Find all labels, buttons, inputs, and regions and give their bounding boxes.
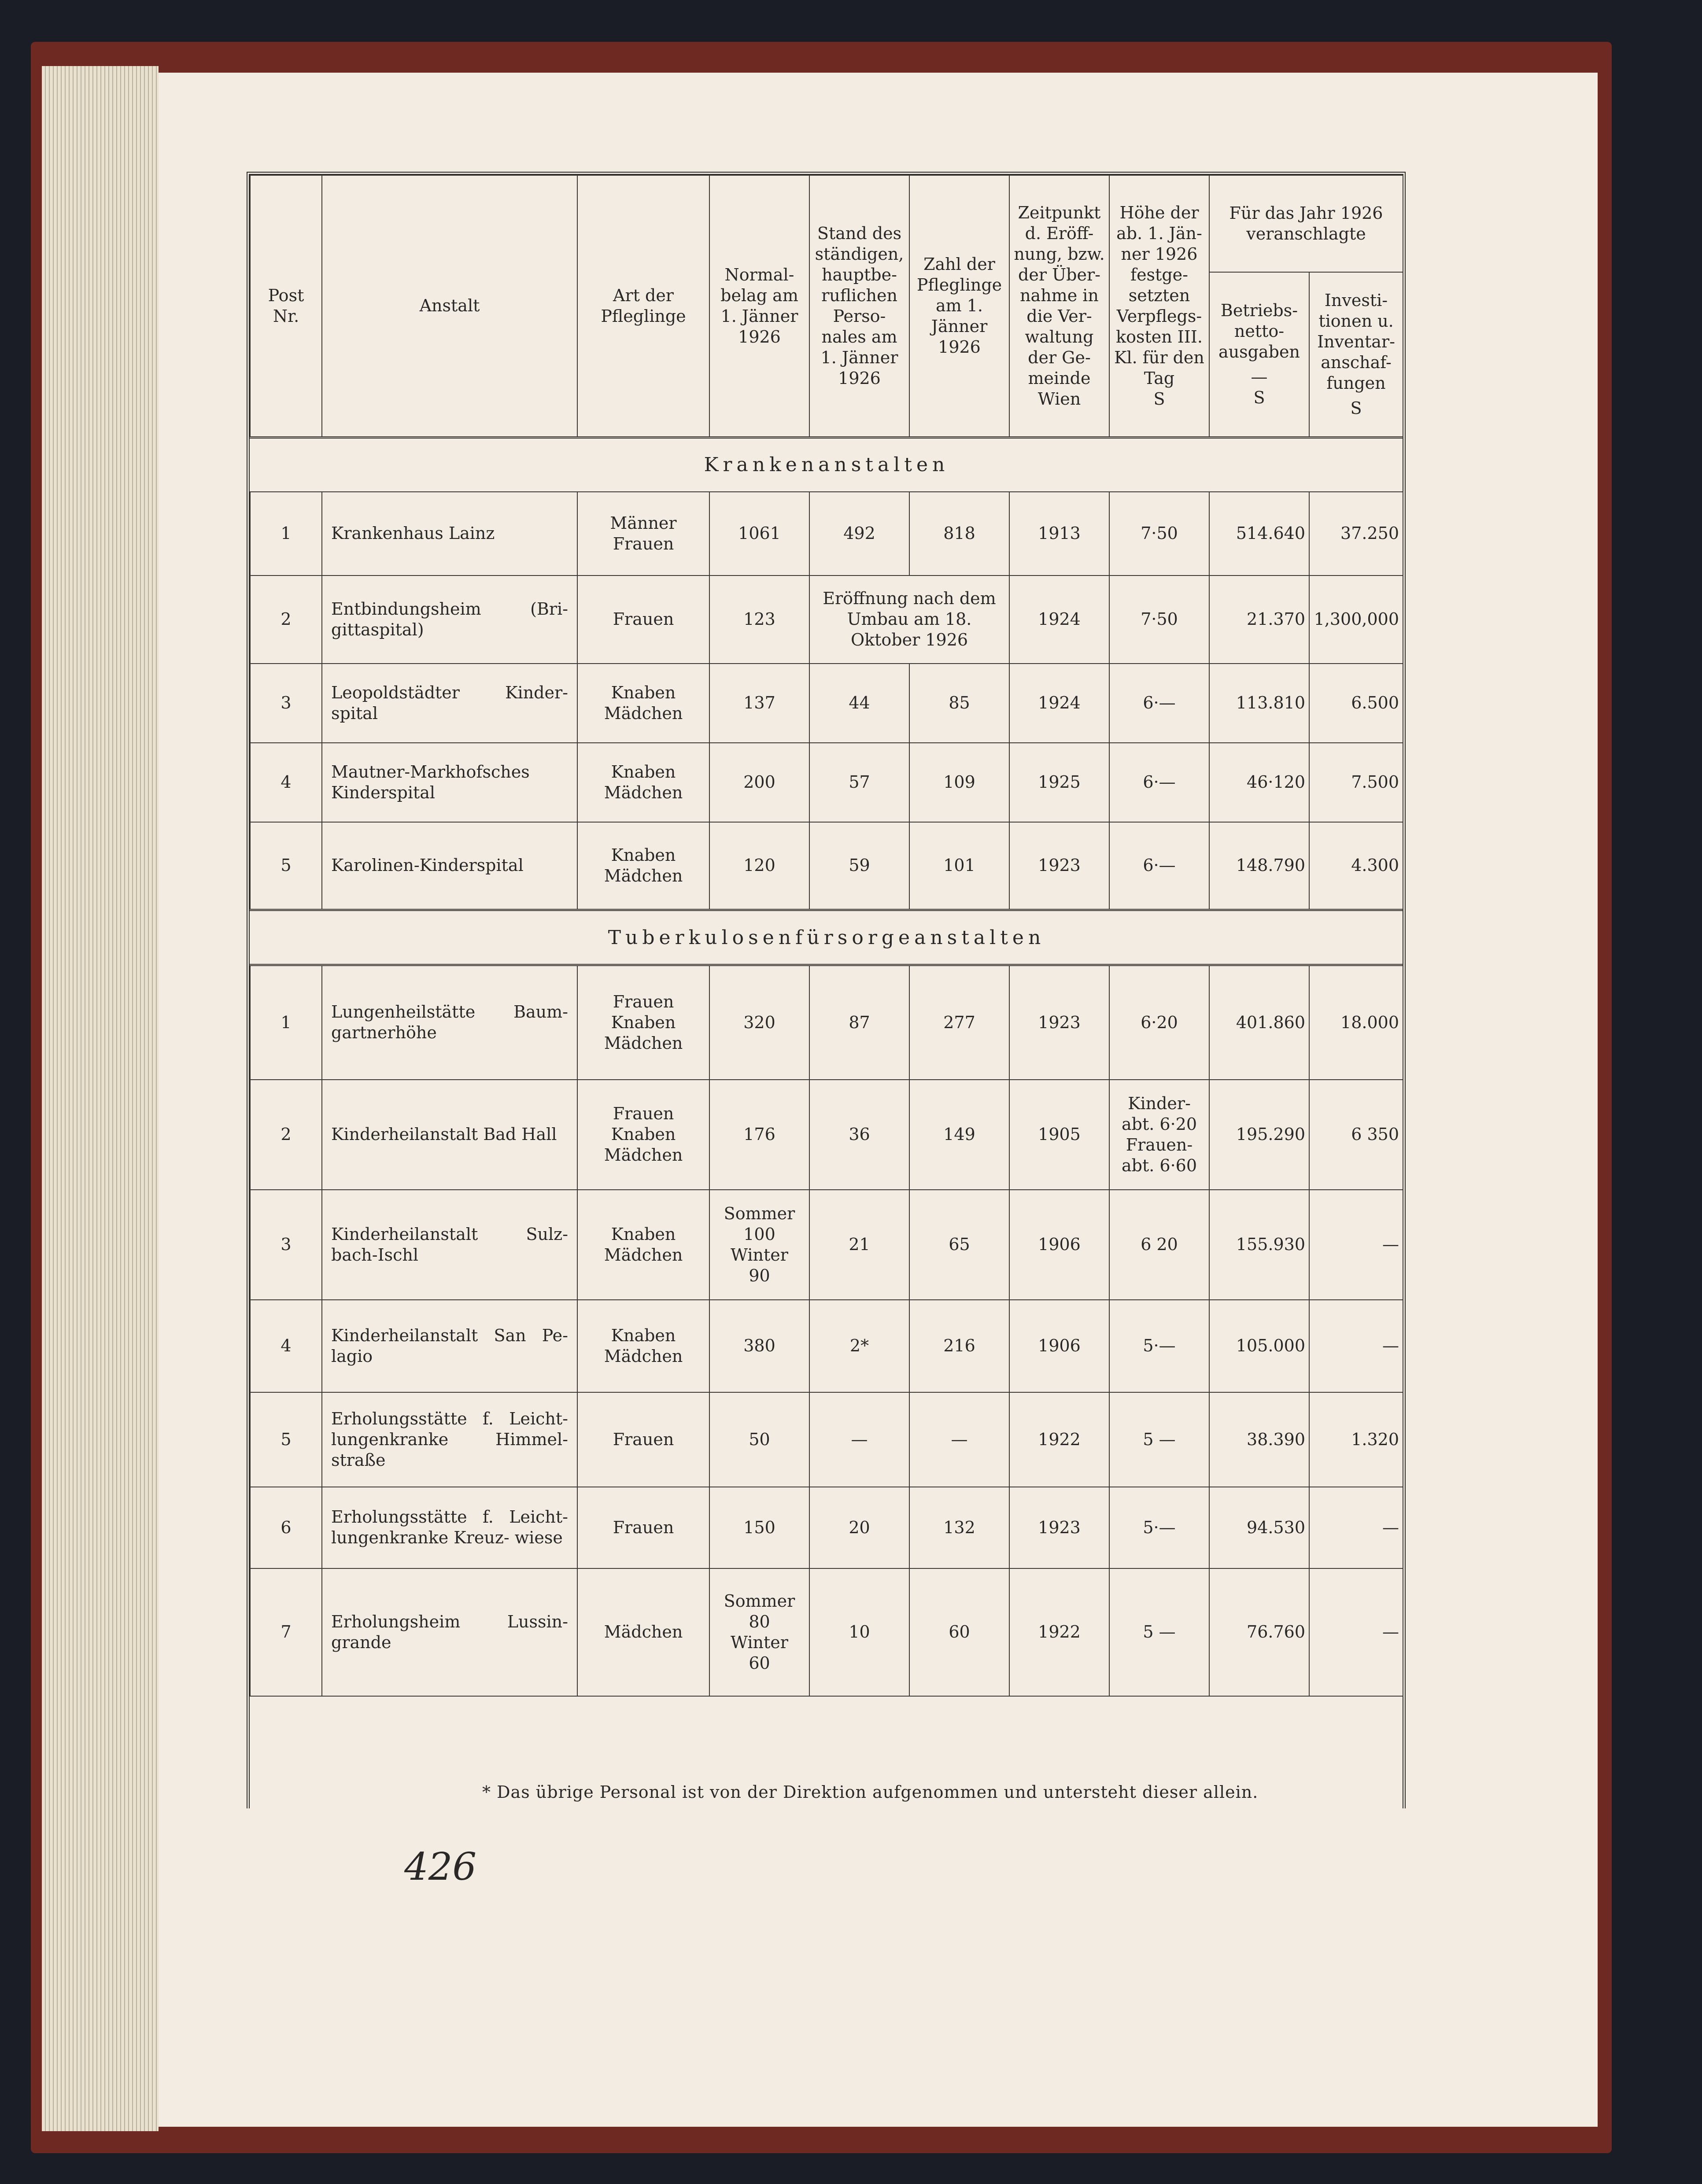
cell-invest: 6.500 — [1309, 664, 1403, 743]
cell-invest: 7.500 — [1309, 743, 1403, 822]
cell-art — [577, 743, 709, 822]
cell-normalbelag-line: 176 — [743, 1125, 775, 1144]
header-group: Für das Jahr 1926 veranschlagte — [1209, 175, 1403, 272]
cell-invest: — — [1309, 1568, 1403, 1696]
header-betrieb-unit: S — [1253, 388, 1265, 408]
header-normalbelag: Normal- belag am 1. Jänner 1926 — [709, 175, 809, 437]
cell-zeitpunkt: 1922 — [1009, 1392, 1109, 1487]
cell-zeitpunkt: 1924 — [1009, 576, 1109, 664]
cell-betrieb: 155.930 — [1209, 1190, 1309, 1300]
cell-zahl: 277 — [909, 965, 1009, 1080]
cell-personal: 2* — [809, 1300, 909, 1392]
header-invest-unit: S — [1350, 398, 1362, 418]
table-row — [250, 965, 1403, 1080]
cell-anstalt: Lungenheilstätte Baum- gartnerhöhe — [322, 965, 577, 1080]
cell-kosten — [1109, 965, 1209, 1080]
cell-post: 1 — [250, 492, 322, 576]
cell-art — [577, 1300, 709, 1392]
cell-zeitpunkt: 1923 — [1009, 822, 1109, 910]
cell-kosten-line: abt. 6·60 — [1121, 1155, 1197, 1175]
cell-invest: — — [1309, 1487, 1403, 1568]
cell-normalbelag-line: 60 — [749, 1653, 770, 1673]
table-row — [250, 1080, 1403, 1190]
cell-art — [577, 1080, 709, 1190]
cell-normalbelag — [709, 1487, 809, 1568]
cell-betrieb: 94.530 — [1209, 1487, 1309, 1568]
table-row — [250, 576, 1403, 664]
cell-personal: 10 — [809, 1568, 909, 1696]
cell-anstalt: Leopoldstädter Kinder- spital — [322, 664, 577, 743]
cell-personal: 20 — [809, 1487, 909, 1568]
cell-normalbelag-line: Winter — [731, 1632, 788, 1652]
cell-anstalt: Mautner-Markhofsches Kinderspital — [322, 743, 577, 822]
cell-zeitpunkt: 1922 — [1009, 1568, 1109, 1696]
cell-art-line: Knaben — [611, 845, 676, 865]
cell-zeitpunkt: 1906 — [1009, 1300, 1109, 1392]
cell-post: 6 — [250, 1487, 322, 1568]
cell-anstalt: Erholungsstätte f. Leicht- lungenkranke Kreuz- wiese — [322, 1487, 577, 1568]
table-header — [250, 175, 1403, 437]
cell-kosten — [1109, 1392, 1209, 1487]
cell-art-line: Knaben — [611, 1012, 676, 1032]
cell-art — [577, 1392, 709, 1487]
cell-eroeffnung-note: Eröffnung nach dem Umbau am 18. Oktober 1926 — [809, 576, 1009, 664]
cell-zeitpunkt: 1923 — [1009, 965, 1109, 1080]
cell-post: 5 — [250, 1392, 322, 1487]
cell-kosten-line: 5·— — [1143, 1336, 1176, 1355]
cell-art-line: Mädchen — [604, 782, 683, 802]
table-row — [250, 1392, 1403, 1487]
cell-kosten-line: 7·50 — [1141, 609, 1178, 629]
cell-normalbelag — [709, 1568, 809, 1696]
cell-kosten-line: Kinder- — [1128, 1093, 1191, 1113]
cell-anstalt: Kinderheilanstalt San Pe- lagio — [322, 1300, 577, 1392]
cell-art — [577, 576, 709, 664]
table-row — [250, 1190, 1403, 1300]
statistics-table — [250, 175, 1403, 1727]
cell-zahl: 132 — [909, 1487, 1009, 1568]
cell-art-line: Frauen — [613, 609, 674, 629]
cell-normalbelag — [709, 1300, 809, 1392]
table-row — [250, 664, 1403, 743]
cell-kosten-line: 6·— — [1143, 772, 1176, 792]
header-post: Post Nr. — [250, 175, 322, 437]
cell-post: 3 — [250, 1190, 322, 1300]
cell-normalbelag — [709, 1080, 809, 1190]
cell-kosten-line: 6·— — [1143, 693, 1176, 712]
cell-zahl: 60 — [909, 1568, 1009, 1696]
cell-normalbelag-line: 380 — [743, 1336, 775, 1355]
cell-anstalt: Entbindungsheim (Bri- gittaspital) — [322, 576, 577, 664]
cell-art-line: Knaben — [611, 1125, 676, 1144]
cell-zeitpunkt: 1923 — [1009, 1487, 1109, 1568]
cell-kosten-line: 6·20 — [1141, 1012, 1178, 1032]
cell-anstalt: Karolinen-Kinderspital — [322, 822, 577, 910]
cell-art — [577, 965, 709, 1080]
cell-art-line: Mädchen — [604, 1145, 683, 1165]
cell-normalbelag-line: Winter — [731, 1245, 788, 1265]
cell-kosten — [1109, 664, 1209, 743]
cell-normalbelag-line: Sommer — [724, 1591, 795, 1611]
cell-art — [577, 492, 709, 576]
cell-kosten — [1109, 1300, 1209, 1392]
cell-zeitpunkt: 1925 — [1009, 743, 1109, 822]
cell-invest: — — [1309, 1300, 1403, 1392]
cell-post: 4 — [250, 1300, 322, 1392]
cell-zeitpunkt: 1906 — [1009, 1190, 1109, 1300]
cell-betrieb: 46·120 — [1209, 743, 1309, 822]
table-row — [250, 1487, 1403, 1568]
cell-zahl: 216 — [909, 1300, 1009, 1392]
cell-art — [577, 664, 709, 743]
cell-art-line: Mädchen — [604, 1622, 683, 1642]
cell-betrieb: 105.000 — [1209, 1300, 1309, 1392]
cell-kosten — [1109, 1080, 1209, 1190]
cell-betrieb: 148.790 — [1209, 822, 1309, 910]
cell-post: 2 — [250, 576, 322, 664]
cell-art-line: Frauen — [613, 1104, 674, 1123]
cell-zeitpunkt: 1924 — [1009, 664, 1109, 743]
cell-art-line: Frauen — [613, 992, 674, 1011]
page-leaves — [42, 66, 159, 2131]
cell-normalbelag-line: Sommer — [724, 1203, 795, 1223]
cell-normalbelag: 123 — [709, 576, 809, 664]
cell-normalbelag-line: 320 — [743, 1012, 775, 1032]
header-personal: Stand des ständigen, hauptbe- ruflichen Perso- nales am 1. Jänner 1926 — [809, 175, 909, 437]
cell-betrieb: 113.810 — [1209, 664, 1309, 743]
cell-personal: — — [809, 1392, 909, 1487]
cell-kosten — [1109, 492, 1209, 576]
cell-zeitpunkt: 1905 — [1009, 1080, 1109, 1190]
cell-betrieb: 195.290 — [1209, 1080, 1309, 1190]
cell-normalbelag: 200 — [709, 743, 809, 822]
cell-invest: 4.300 — [1309, 822, 1403, 910]
cell-art-line: Mädchen — [604, 703, 683, 723]
cell-kosten-line: 7·50 — [1141, 524, 1178, 543]
cell-betrieb: 38.390 — [1209, 1392, 1309, 1487]
cell-art-line: Mädchen — [604, 1033, 683, 1053]
cell-personal: 59 — [809, 822, 909, 910]
cell-art — [577, 1487, 709, 1568]
cell-kosten — [1109, 743, 1209, 822]
header-invest: Investi- tionen u. Inventar- anschaf- fungen S — [1309, 272, 1403, 437]
table-row — [250, 822, 1403, 910]
cell-anstalt: Kinderheilanstalt Bad Hall — [322, 1080, 577, 1190]
cell-normalbelag — [709, 965, 809, 1080]
cell-normalbelag-line: 90 — [749, 1265, 770, 1285]
cell-post: 5 — [250, 822, 322, 910]
cell-zahl: — — [909, 1392, 1009, 1487]
cell-kosten-line: 5 — — [1143, 1622, 1176, 1642]
cell-personal: 21 — [809, 1190, 909, 1300]
cell-zahl: 149 — [909, 1080, 1009, 1190]
cell-zahl: 65 — [909, 1190, 1009, 1300]
cell-anstalt: Kinderheilanstalt Sulz- bach-Ischl — [322, 1190, 577, 1300]
cell-personal: 57 — [809, 743, 909, 822]
page-number: 426 — [404, 1845, 477, 1889]
cell-betrieb: 21.370 — [1209, 576, 1309, 664]
cell-art-line: Knaben — [611, 1224, 676, 1244]
header-hoehe: Höhe der ab. 1. Jän- ner 1926 festge- setzten Verpflegs- kosten III. Kl. für den Tag S — [1109, 175, 1209, 437]
cell-art-line: Frauen — [613, 1429, 674, 1449]
section-title: Tuberkulosenfürsorgeanstalten — [250, 910, 1403, 965]
statistics-table-frame — [247, 172, 1406, 1808]
cell-post: 4 — [250, 743, 322, 822]
cell-invest: 1.320 — [1309, 1392, 1403, 1487]
cell-anstalt: Erholungsstätte f. Leicht- lungenkranke Himmel- straße — [322, 1392, 577, 1487]
table-bottom-spacer — [250, 1696, 1403, 1727]
cell-betrieb: 514.640 — [1209, 492, 1309, 576]
cell-anstalt: Erholungsheim Lussin- grande — [322, 1568, 577, 1696]
header-zeitpunkt: Zeitpunkt d. Eröff- nung, bzw. der Über- nahme in die Ver- waltung der Ge- meinde Wien — [1009, 175, 1109, 437]
section-title: Krankenanstalten — [250, 437, 1403, 492]
section-row — [250, 910, 1403, 965]
cell-post: 7 — [250, 1568, 322, 1696]
table-row — [250, 1300, 1403, 1392]
cell-kosten — [1109, 1190, 1209, 1300]
cell-art-line: Mädchen — [604, 1245, 683, 1265]
cell-art — [577, 1568, 709, 1696]
cell-art-line: Männer — [610, 513, 677, 533]
cell-zahl: 818 — [909, 492, 1009, 576]
header-art: Art der Pfleglinge — [577, 175, 709, 437]
footnote: * Das übrige Personal ist von der Direktion aufgenommen und untersteht dieser allein. — [482, 1782, 1259, 1802]
cell-normalbelag-line: 100 — [743, 1224, 775, 1244]
cell-art-line: Knaben — [611, 762, 676, 782]
cell-kosten — [1109, 1568, 1209, 1696]
cell-kosten-line: 5·— — [1143, 1517, 1176, 1537]
cell-art — [577, 822, 709, 910]
header-betrieb-dash: — — [1251, 367, 1268, 387]
header-betrieb: Betriebs- netto- ausgaben — S — [1209, 272, 1309, 437]
cell-kosten — [1109, 1487, 1209, 1568]
cell-zahl: 101 — [909, 822, 1009, 910]
header-hoehe-unit: S — [1153, 389, 1165, 409]
cell-normalbelag — [709, 1392, 809, 1487]
cell-normalbelag: 1061 — [709, 492, 809, 576]
cell-art — [577, 1190, 709, 1300]
cell-kosten-line: 5 — — [1143, 1429, 1176, 1449]
section-row — [250, 437, 1403, 492]
cell-kosten — [1109, 576, 1209, 664]
table-row — [250, 492, 1403, 576]
cell-post: 2 — [250, 1080, 322, 1190]
cell-personal: 44 — [809, 664, 909, 743]
cell-post: 1 — [250, 965, 322, 1080]
cell-betrieb: 76.760 — [1209, 1568, 1309, 1696]
cell-art-line: Frauen — [613, 534, 674, 553]
cell-invest: 1,300,000 — [1309, 576, 1403, 664]
table-body — [250, 437, 1403, 1727]
cell-zahl: 109 — [909, 743, 1009, 822]
cell-kosten-line: 6·— — [1143, 856, 1176, 875]
cell-art-line: Knaben — [611, 1325, 676, 1345]
cell-kosten-line: 6 20 — [1141, 1235, 1178, 1254]
cell-zeitpunkt: 1913 — [1009, 492, 1109, 576]
table-row — [250, 1568, 1403, 1696]
cell-personal: 87 — [809, 965, 909, 1080]
cell-art-line: Frauen — [613, 1517, 674, 1537]
cell-kosten-line: abt. 6·20 — [1121, 1114, 1197, 1134]
cell-normalbelag-line: 80 — [749, 1612, 770, 1631]
cell-betrieb: 401.860 — [1209, 965, 1309, 1080]
cell-art-line: Mädchen — [604, 1346, 683, 1366]
cell-normalbelag-line: 50 — [749, 1429, 770, 1449]
cell-normalbelag — [709, 1190, 809, 1300]
cell-normalbelag: 120 — [709, 822, 809, 910]
cell-invest: 37.250 — [1309, 492, 1403, 576]
header-zahl: Zahl der Pfleglinge am 1. Jänner 1926 — [909, 175, 1009, 437]
cell-invest: 6 350 — [1309, 1080, 1403, 1190]
cell-personal: 36 — [809, 1080, 909, 1190]
cell-zahl: 85 — [909, 664, 1009, 743]
cell-normalbelag: 137 — [709, 664, 809, 743]
cell-anstalt: Krankenhaus Lainz — [322, 492, 577, 576]
table-row — [250, 743, 1403, 822]
cell-normalbelag-line: 150 — [743, 1517, 775, 1537]
cell-art-line: Mädchen — [604, 866, 683, 885]
cell-post: 3 — [250, 664, 322, 743]
cell-personal: 492 — [809, 492, 909, 576]
cell-invest: — — [1309, 1190, 1403, 1300]
cell-kosten — [1109, 822, 1209, 910]
cell-kosten-line: Frauen- — [1126, 1135, 1193, 1155]
spacer-cell — [250, 1696, 1403, 1727]
cell-art-line: Knaben — [611, 682, 676, 702]
header-anstalt: Anstalt — [322, 175, 577, 437]
cell-invest: 18.000 — [1309, 965, 1403, 1080]
